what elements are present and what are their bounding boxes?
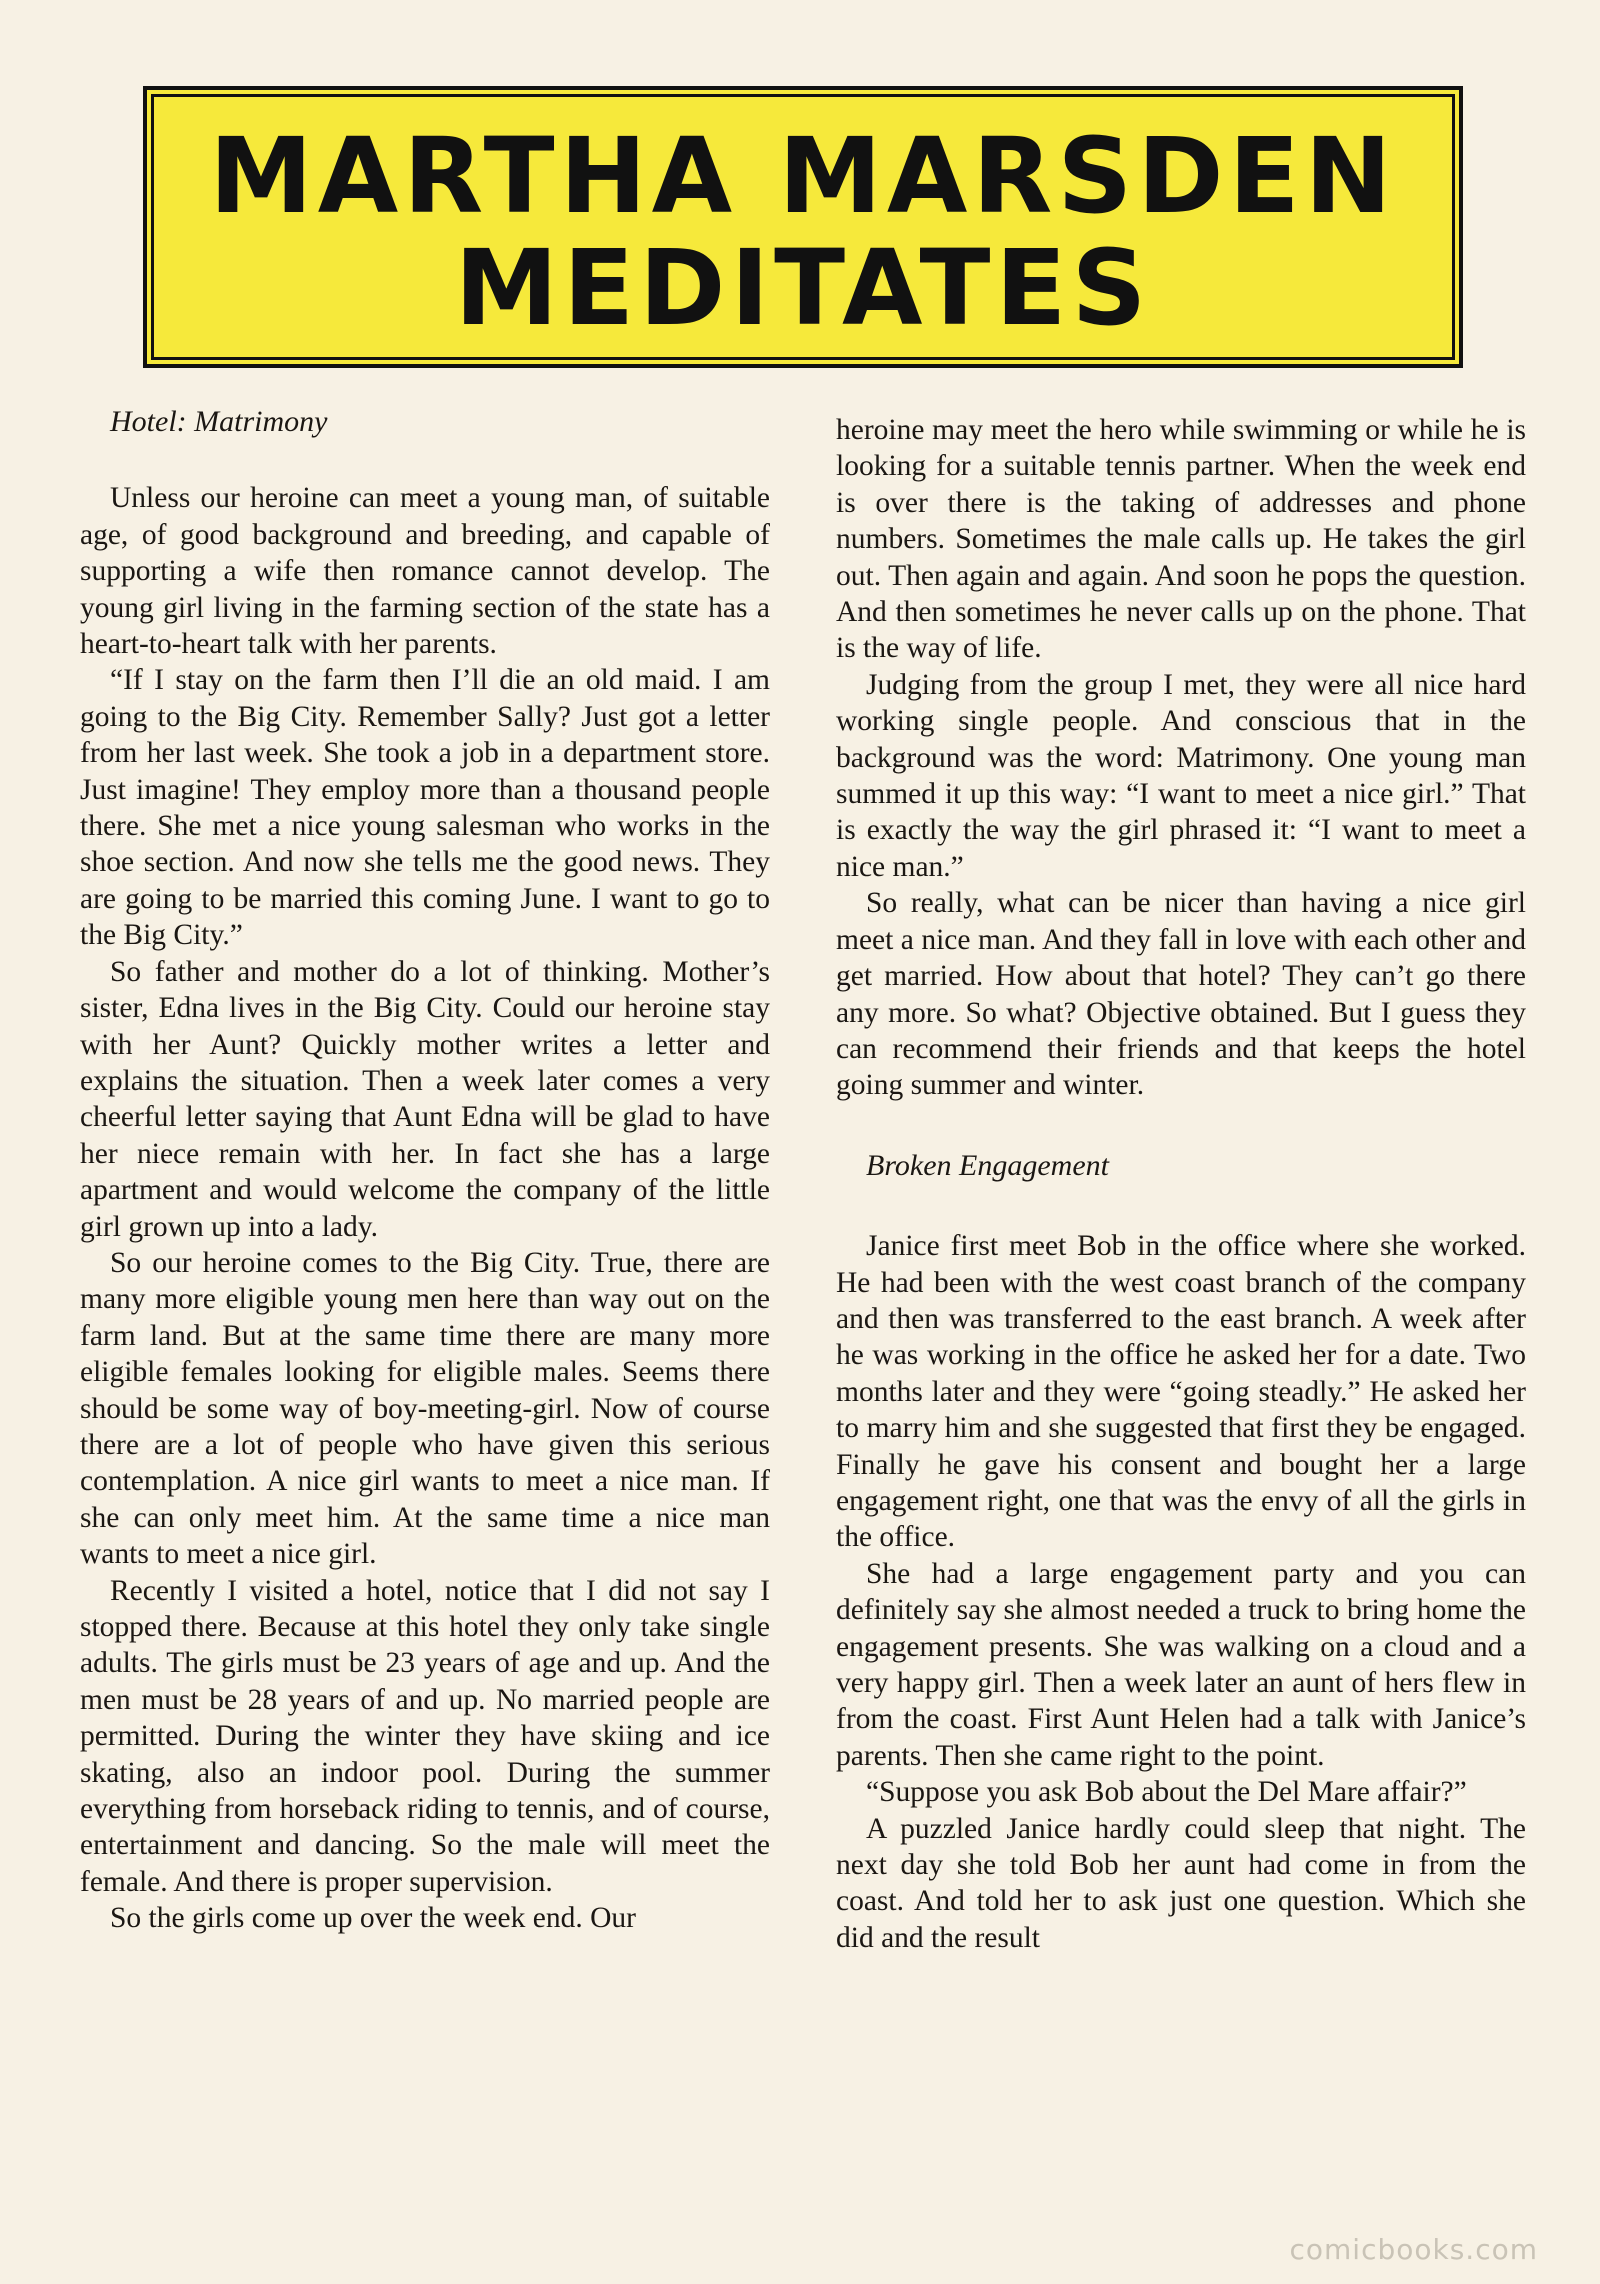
paragraph: “If I stay on the farm then I’ll die an old maid. I am going to the Big City. Remember Sally? Just got a letter from her last week. She took a job in a department store. Just imagine! They employ more than a thousand people there. She met a nice young salesman who works in the shoe section. And now she tells me the good news. They are going to be married this coming June. I want to go to the Big City.” (80, 664, 770, 952)
paragraph: A puzzled Janice hardly could sleep that night. The next day she told Bob her aunt had come in from the coast. And told her to ask just one question. Which she did and the result (836, 1812, 1526, 1954)
paragraph: So the girls come up over the week end. Our (110, 1902, 636, 1935)
title-banner (143, 86, 1463, 368)
left-column (80, 404, 770, 1937)
paragraph: “Suppose you ask Bob about the Del Mare affair?” (866, 1776, 1467, 1809)
title-line-2: MEDITATES (454, 227, 1152, 349)
paragraph: So our heroine comes to the Big City. True, there are many more eligible young men here than way out on the farm land. But at the same time there are many more eligible females looking for eligible males. Seems there should be some way of boy-meeting-girl. Now of course there are a lot of people who have given this serious contemplation. A nice girl wants to meet a nice man. If she can only meet him. At the same time a nice man wants to meet a nice girl. (80, 1246, 770, 1571)
paragraph: Recently I visited a hotel, notice that I did not say I stopped there. Because at this hotel they only take single adults. The girls must be 23 years of age and up. And the men must be 28 years of and up. No married people are permitted. During the winter they have skiing and ice skating, also an indoor pool. During the summer everything from horseback riding to tennis, and of course, entertainment and dancing. So the male will meet the female. And there is proper supervision. (80, 1574, 770, 1898)
title-line-1: MARTHA MARSDEN (209, 115, 1397, 237)
section-heading-hotel: Hotel: Matrimony (110, 405, 328, 438)
paragraph: Unless our heroine can meet a young man, of suitable age, of good background and breeding, and capable of supporting a wife then romance cannot develop. The young girl living in the farming section of the state has a heart-to-heart talk with her parents. (80, 482, 770, 661)
paragraph: So father and mother do a lot of thinking. Mother’s sister, Edna lives in the Big City. Could our heroine stay with her Aunt? Quickly mother writes a letter and explains the situation. Then a week later comes a very cheerful letter saying that Aunt Edna will be glad to have her niece remain with her. In fact she has a large apartment and would welcome the company of the little girl grown up into a lady. (80, 955, 770, 1243)
paragraph: Judging from the group I met, they were all nice hard working single people. And conscious that in the background was the word: Matrimony. One young man summed it up this way: “I want to meet a nice girl.” That is exactly the way the girl phrased it: “I want to meet a nice man.” (836, 668, 1526, 883)
paragraph: heroine may meet the hero while swimming or while he is looking for a suitable tennis partner. When the week end is over there is the taking of addresses and phone numbers. Sometimes the male calls up. He takes the girl out. Then again and again. And soon he pops the question. And then sometimes he never calls up on the phone. That is the way of life. (836, 414, 1526, 665)
right-column (836, 412, 1526, 1956)
watermark: comicbooks.com (1289, 2233, 1538, 2266)
section-heading-broken-engagement: Broken Engagement (866, 1148, 1109, 1182)
paragraph: Janice first meet Bob in the office where she worked. He had been with the west coast branch of the company and then was transferred to the east branch. A week after he was working in the office he asked her for a date. Two months later and they were “going steadly.” He asked her to marry him and she suggested that first they be engaged. Finally he gave his consent and bought her a large engagement right, one that was the envy of all the girls in the office. (836, 1230, 1526, 1554)
paragraph: She had a large engagement party and you can definitely say she almost needed a truck to bring home the engagement presents. She was walking on a cloud and a very happy girl. Then a week later an aunt of hers flew in from the coast. First Aunt Helen had a talk with Janice’s parents. Then she came right to the point. (836, 1557, 1526, 1772)
paragraph: So really, what can be nicer than having a nice girl meet a nice man. And they fall in love with each other and get married. How about that hotel? They can’t go there any more. So what? Objective obtained. But I guess they can recommend their friends and that keeps the hotel going summer and winter. (836, 887, 1526, 1102)
